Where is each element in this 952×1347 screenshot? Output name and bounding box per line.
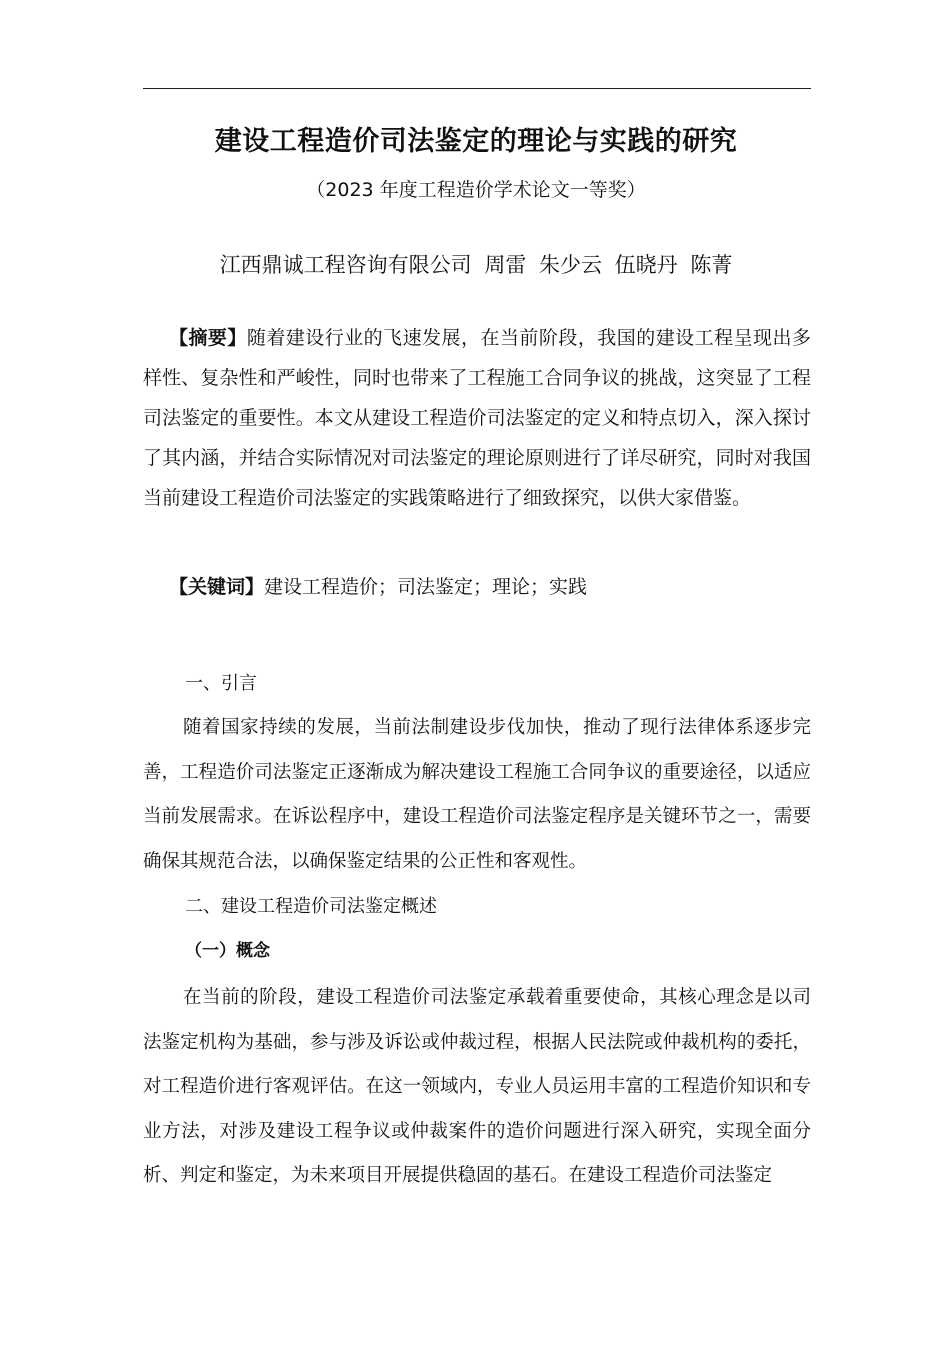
abstract-label: 【摘要】 (169, 327, 247, 349)
header-rule (143, 88, 811, 89)
abstract-text: 随着建设行业的飞速发展，在当前阶段，我国的建设工程呈现出多样性、复杂性和严峻性，同时也带来了工程施工合同争议的挑战，这突显了工程司法鉴定的重要性。本文从建设工程造价司法鉴定的定义和特点切入，深入探讨了其内涵，并结合实际情况对司法鉴定的理论原则进行了详尽研究，同时对我国当前建设工程造价司法鉴定的实践策略进行了细致探究，以供大家借鉴。 (143, 327, 811, 509)
subsection-heading-concept: （一）概念 (185, 941, 270, 961)
keywords-label: 【关键词】 (169, 576, 265, 598)
author-line: 江西鼎诚工程咨询有限公司 周雷 朱少云 伍晓丹 陈菁 (219, 253, 733, 277)
section-heading-introduction: 一、引言 (185, 673, 257, 694)
section-heading-overview: 二、建设工程造价司法鉴定概述 (185, 896, 437, 917)
keywords-paragraph (143, 567, 811, 607)
introduction-paragraph: 随着国家持续的发展，当前法制建设步伐加快，推动了现行法律体系逐步完善，工程造价司法鉴定正逐渐成为解决建设工程施工合同争议的重要途径，以适应当前发展需求。在诉讼程序中，建设工程造价司法鉴定程序是关键环节之一，需要确保其规范合法，以确保鉴定结果的公正性和客观性。 (143, 717, 811, 872)
paper-title: 建设工程造价司法鉴定的理论与实践的研究 (214, 126, 738, 157)
award-subtitle: （2023 年度工程造价学术论文一等奖） (306, 179, 646, 201)
keywords-text: 建设工程造价；司法鉴定；理论；实践 (264, 576, 588, 598)
concept-paragraph: 在当前的阶段，建设工程造价司法鉴定承载着重要使命，其核心理念是以司法鉴定机构为基础，参与涉及诉讼或仲裁过程，根据人民法院或仲裁机构的委托，对工程造价进行客观评估。在这一领域内，专业人员运用丰富的工程造价知识和专业方法，对涉及建设工程争议或仲裁案件的造价问题进行深入研究，实现全面分析、判定和鉴定，为未来项目开展提供稳固的基石。在建设工程造价司法鉴定 (143, 987, 811, 1187)
abstract-paragraph (143, 318, 811, 518)
